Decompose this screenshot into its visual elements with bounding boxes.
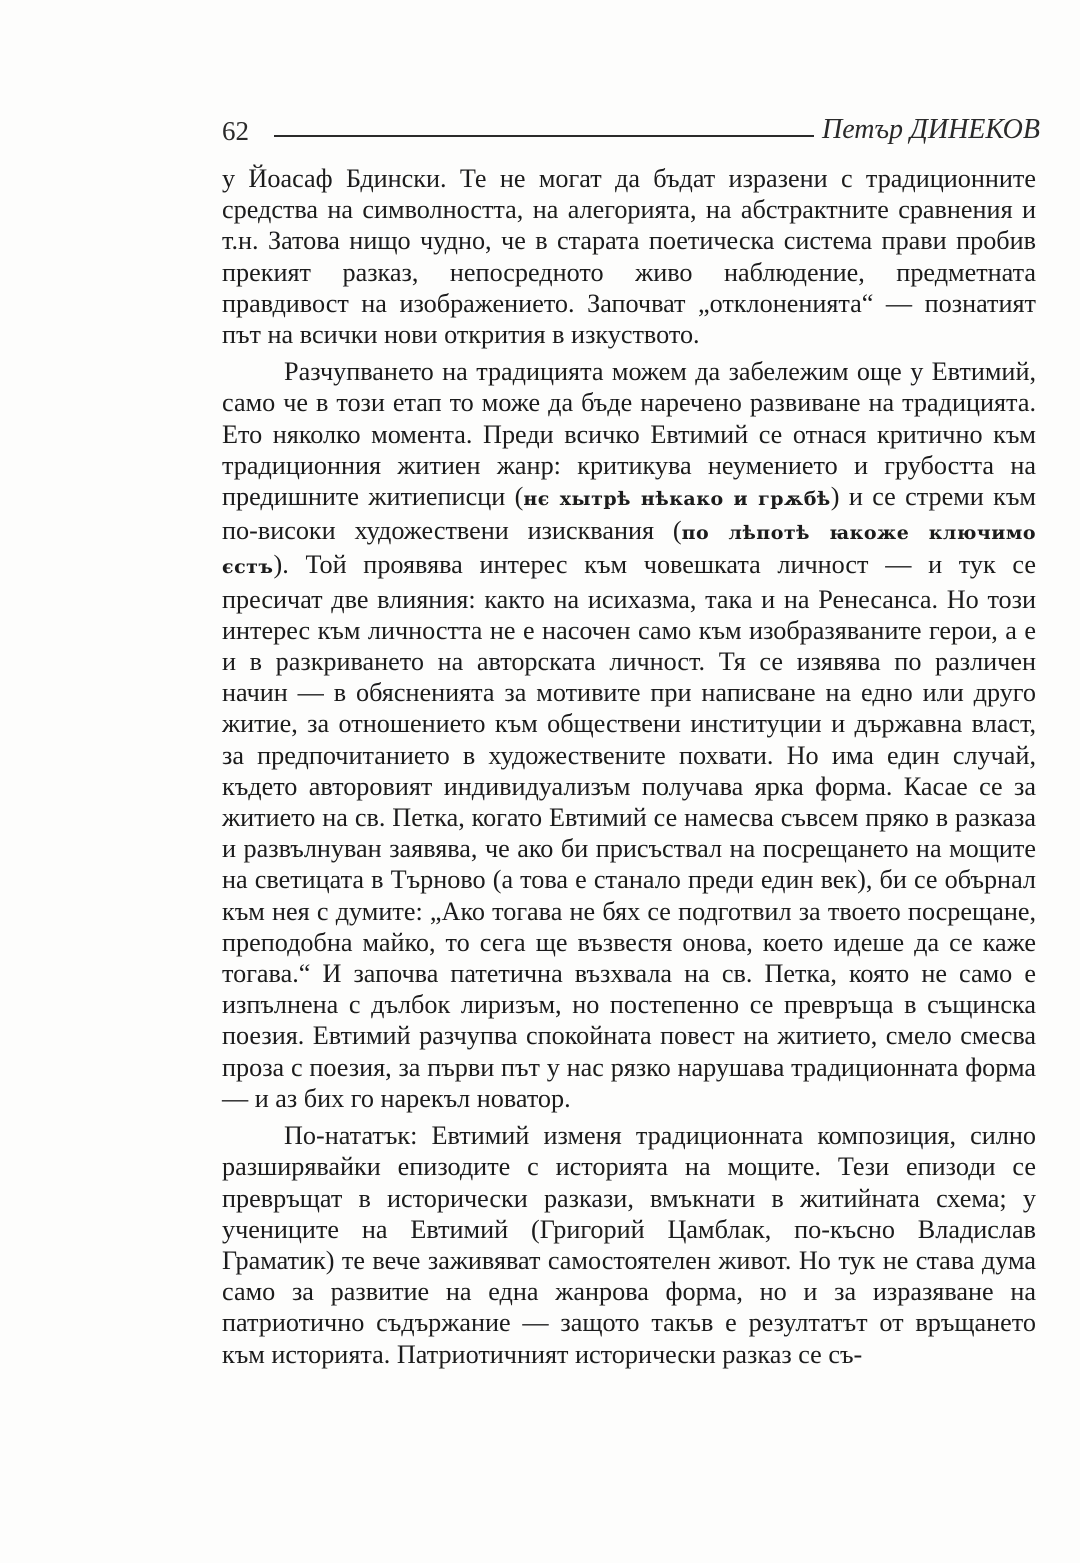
paragraph-2 [222, 356, 1036, 1114]
paragraph-2-part-1: Разчупването на традицията можем да забележим още у Евтимий, само че в този етап то може да бъде наречено развиване на традицията. Ето няколко момента. Преди всичко Евтимий се отнася критично към традиционния житиен жанр: критикува неумението и грубостта на предишните житиеписци ( [222, 357, 1036, 512]
body-text [222, 163, 1036, 1370]
paragraph-2-part-3: ). Той проявява интерес към човешката личност — и тук се пресичат две влияния: както на исихазма, така и на Ренесанса. Но този интерес към личността не е насочен само към изобразяваните герои, а е и в разкриването на авторската личност. Тя се изявява по различен начин — в обясненията за мотивите при написване на едно или друго житие, за отношението към обществени институции и държавна власт, за предпочитанието в художествените похвати. Но има един случай, където авторовият индивидуализъм получава ярка форма. Касае се за житието на св. Петка, когато Евтимий се намесва съвсем пряко в разказа и развълнуван заявява, че ако би присъствал на посрещането на мощите на светицата в Търново (а това е станало преди един век), би се обърнал към нея с думите: „Ако тогава не бях се подготвил за твоето посрещане, преподобна майко, то сега ще възвестя онова, което идеше да се каже тогава.“ И започва патетична възхвала на св. Петка, която не само е изпълнена с дълбок лиризъм, но постепенно се превръща в същинска поезия. Евтимий разчупва спокойната повест на житието, смело смесва проза с поезия, за първи път у нас рязко нарушава традиционната форма — и аз бих го нарекъл новатор. [222, 550, 1036, 1113]
old-slavic-quote-1: нє хытрѣ нѣкако и грѫбѣ [523, 488, 831, 511]
running-head [222, 112, 1040, 152]
header-rule [274, 135, 814, 137]
paragraph-3: По-нататък: Евтимий изменя традиционната композиция, силно разширявайки епизодите с историята на мощите. Тези епизоди се превръщат в исторически разкази, вмъкнати в житийната схема; у учениците на Евтимий (Григорий Цамблак, по-късно Владислав Граматик) те вече заживяват самостоятелен живот. Но тук не става дума само за развитие на една жанрова форма, но и за изразяване на патриотично съдържание — защото такъв е резултатът от връщането към историята. Патриотичният исторически разказ се съ- [222, 1121, 1036, 1369]
paragraph-2-part-2: ) и се стреми към по-високи художествени изисквания ( [222, 482, 1037, 546]
old-slavic-quote-2: по лѣпотѣ ꙗкоже ключимо єстъ [222, 522, 1036, 579]
paragraph-1: у Йоасаф Бдински. Те не могат да бъдат изразени с традиционните средства на символността, на алегорията, на абстрактните сравнения и т.н. Затова нищо чудно, че в старата поетическа система прави пробив прекият разказ, непосредното живо наблюдение, предметната правдивост на изображението. Започват „отклоненията“ — познатият път на всички нови открития в изкуството. [222, 164, 1036, 350]
running-author: Петър ДИНЕКОВ [822, 114, 1040, 145]
page-number: 62 [222, 116, 249, 146]
